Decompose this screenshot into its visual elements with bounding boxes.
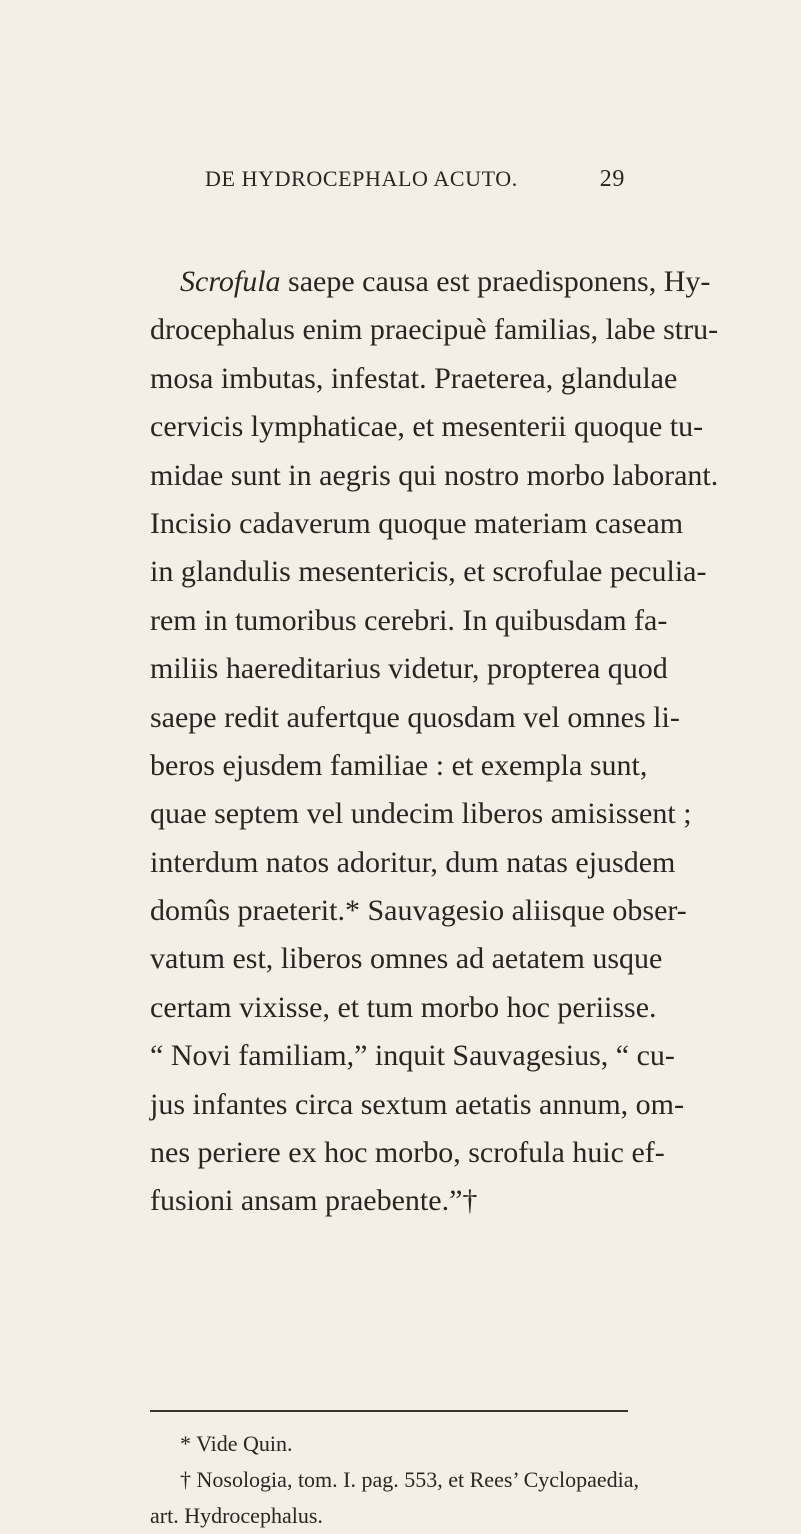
- running-head: [205, 166, 625, 200]
- italic-term: Scrofula: [180, 265, 281, 298]
- running-title: DE HYDROCEPHALO ACUTO.: [205, 166, 518, 191]
- text-line: jus infantes circa sextum aetatis annum, om-: [150, 1087, 685, 1121]
- text-line: domûs praeterit.* Sauvagesio aliisque obser-: [150, 894, 687, 928]
- text-line: interdum natos adoritur, dum natas ejusdem: [150, 845, 676, 879]
- text-line: drocephalus enim praecipuè familias, labe stru-: [150, 313, 719, 347]
- footnote-2-line-1: † Nosologia, tom. I. pag. 553, et Rees’ Cyclopaedia,: [180, 1467, 640, 1492]
- main-paragraph: [150, 258, 719, 1226]
- footnote-divider: [150, 1410, 628, 1412]
- text-line: in glandulis mesentericis, et scrofulae peculia-: [150, 555, 707, 589]
- page-number: 29: [599, 166, 625, 192]
- text-line: cervicis lymphaticae, et mesenterii quoque tu-: [150, 410, 704, 444]
- footnotes: [150, 1426, 640, 1534]
- text-line-rest: saepe causa est praedisponens, Hy-: [280, 265, 711, 298]
- text-line: Incisio cadaverum quoque materiam caseam: [150, 506, 684, 540]
- text-line: certam vixisse, et tum morbo hoc periisse.: [150, 990, 657, 1024]
- text-line: rem in tumoribus cerebri. In quibusdam fa-: [150, 603, 668, 637]
- text-line: fusioni ansam praebente.”†: [150, 1184, 478, 1218]
- text-line: saepe redit aufertque quosdam vel omnes li-: [150, 700, 680, 734]
- text-line: vatum est, liberos omnes ad aetatem usque: [150, 942, 663, 976]
- text-line: mosa imbutas, infestat. Praeterea, glandulae: [150, 361, 678, 395]
- text-line: midae sunt in aegris qui nostro morbo laborant.: [150, 458, 719, 492]
- text-line: beros ejusdem familiae : et exempla sunt,: [150, 748, 648, 782]
- text-line: “ Novi familiam,” inquit Sauvagesius, “ cu-: [150, 1039, 675, 1073]
- text-line: quae septem vel undecim liberos amisissent ;: [150, 797, 692, 831]
- text-line: [150, 258, 711, 306]
- footnote-2-line-2: art. Hydrocephalus.: [150, 1503, 323, 1528]
- footnote-1: * Vide Quin.: [180, 1431, 293, 1456]
- text-line: miliis haereditarius videtur, propterea quod: [150, 652, 668, 686]
- text-line: nes periere ex hoc morbo, scrofula huic ef-: [150, 1136, 665, 1170]
